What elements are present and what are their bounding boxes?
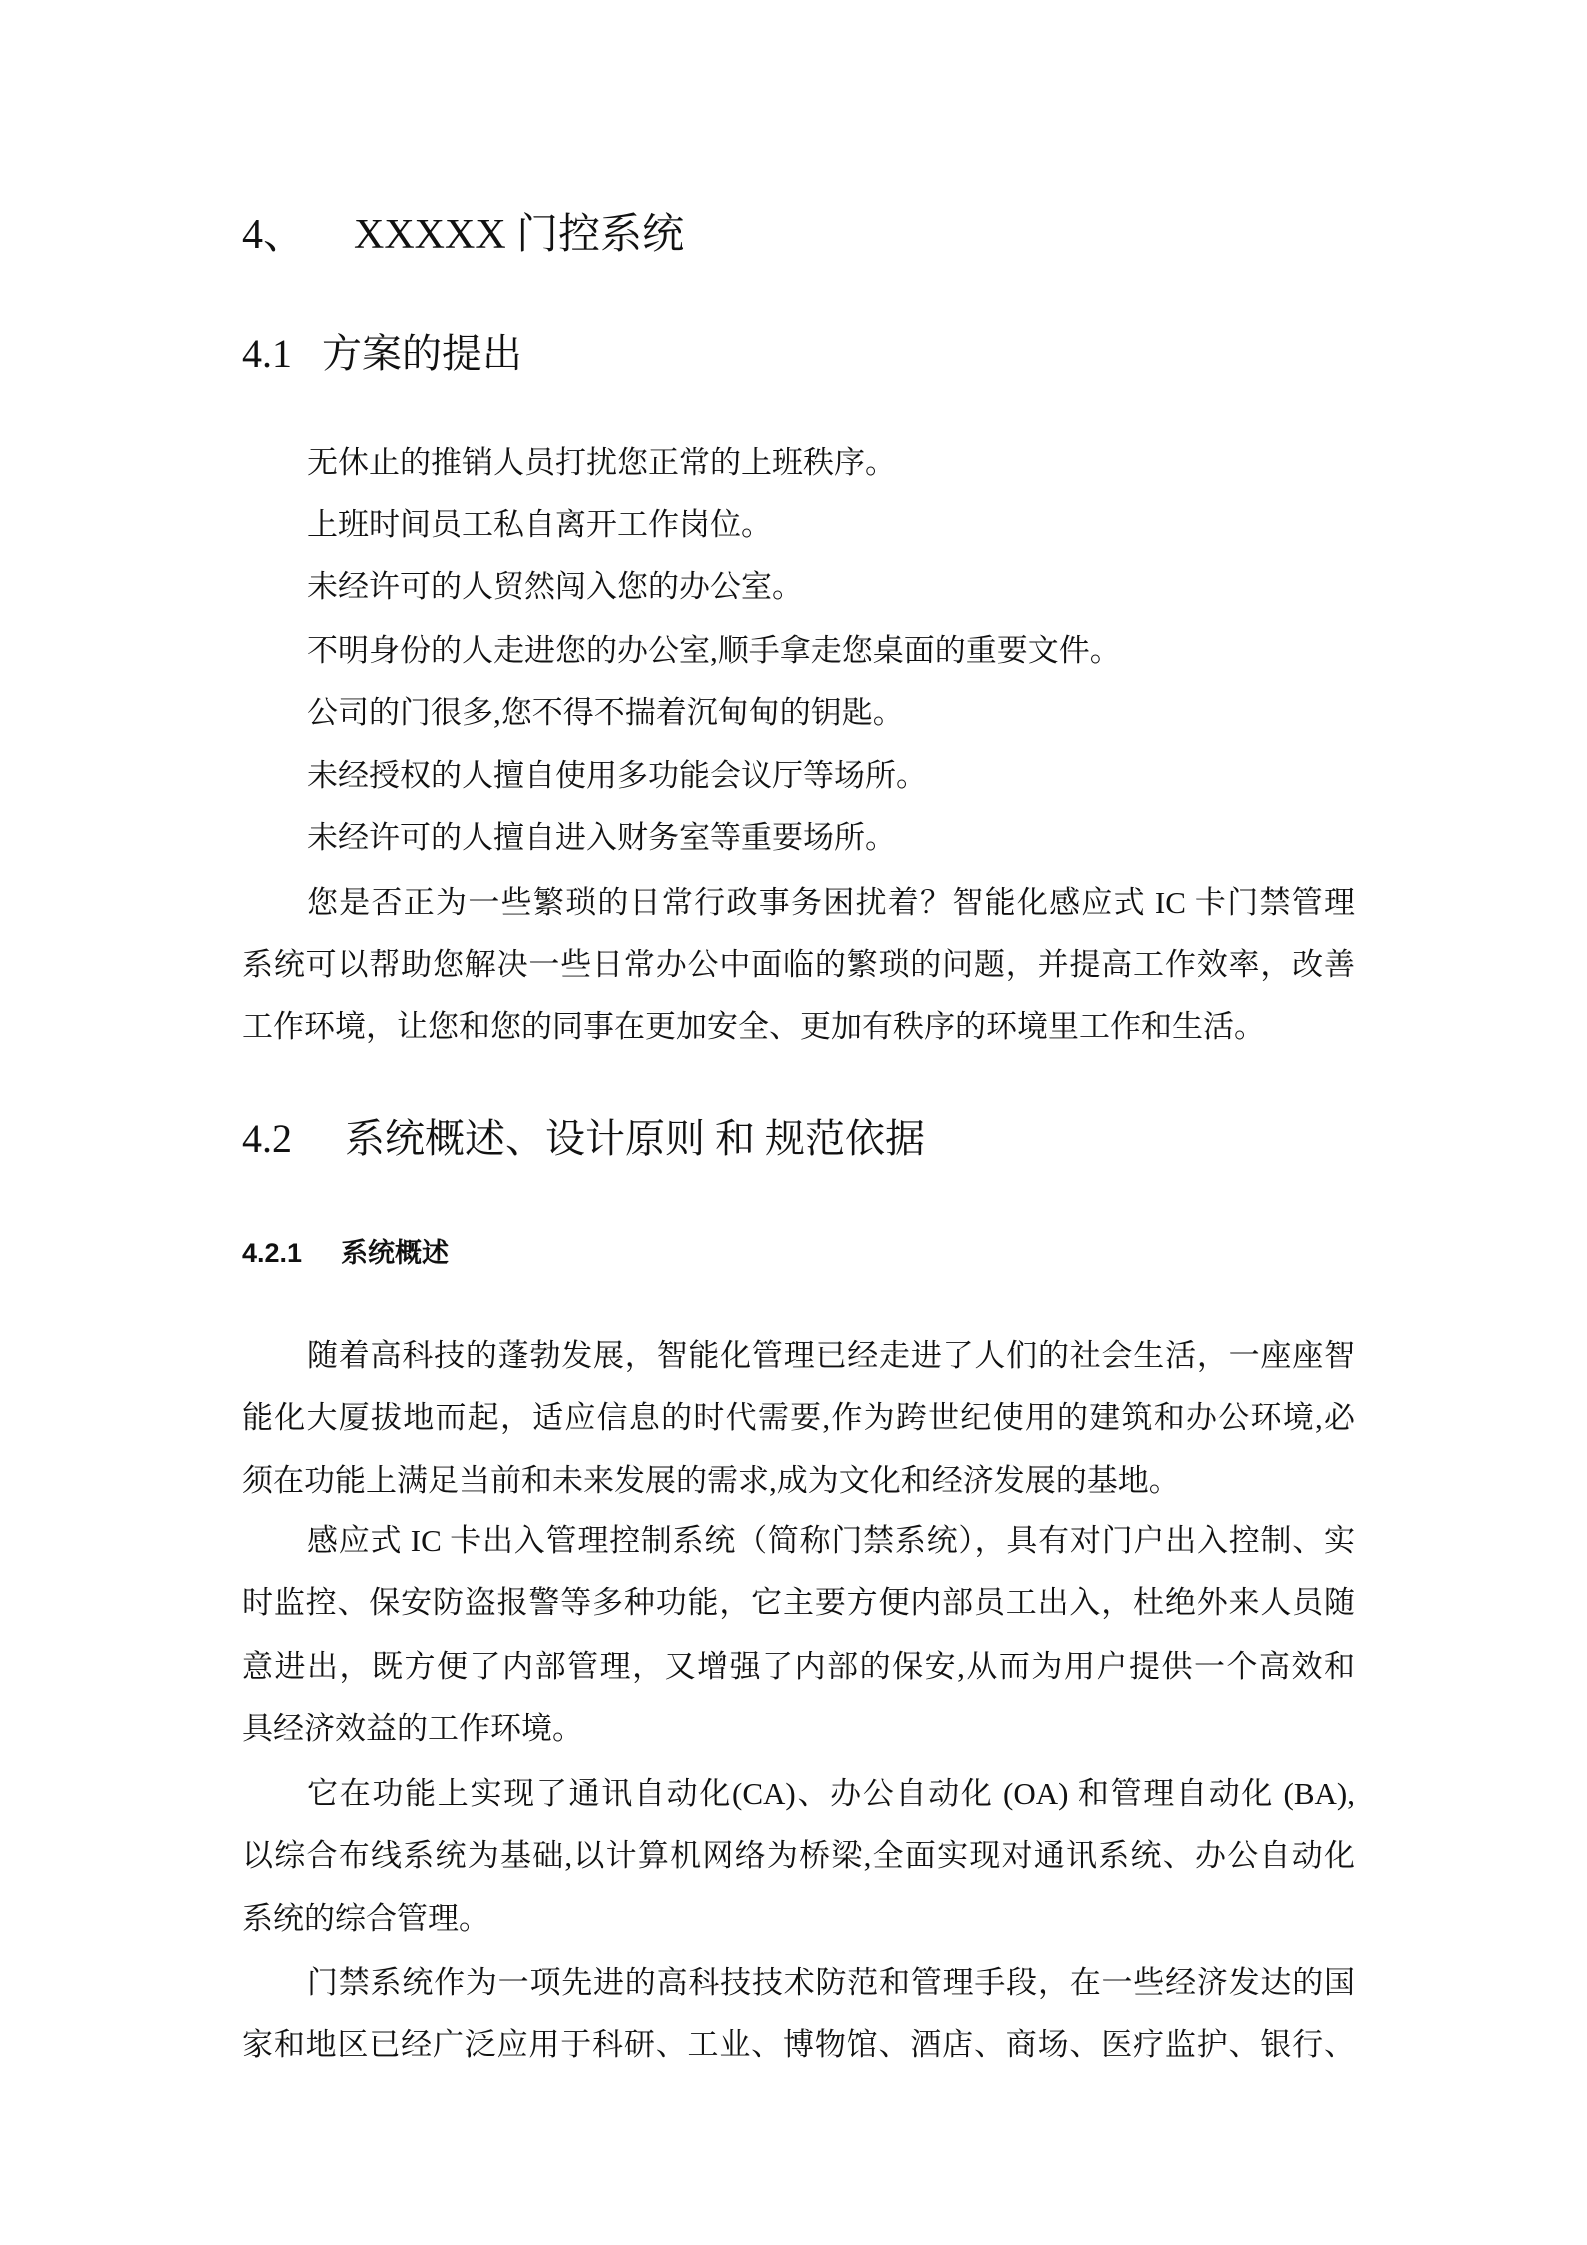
overview-paragraph-line: 它在功能上实现了通讯自动化(CA)、办公自动化 (OA) 和管理自动化 (BA), xyxy=(307,1776,1355,1811)
overview-paragraph-line: 家和地区已经广泛应用于科研、工业、博物馆、酒店、商场、医疗监护、银行、 xyxy=(242,2027,1355,2062)
problem-item: 未经授权的人擅自使用多功能会议厅等场所。 xyxy=(307,758,927,793)
overview-paragraph-line: 随着高科技的蓬勃发展，智能化管理已经走进了人们的社会生活，一座座智 xyxy=(307,1338,1355,1373)
overview-paragraph-line: 以综合布线系统为基础,以计算机网络为桥梁,全面实现对通讯系统、办公自动化 xyxy=(242,1838,1355,1873)
overview-paragraph-line: 意进出，既方便了内部管理，又增强了内部的保安,从而为用户提供一个高效和 xyxy=(242,1649,1355,1684)
overview-paragraph-line: 感应式 IC 卡出入管理控制系统（简称门禁系统），具有对门户出入控制、实 xyxy=(307,1523,1355,1558)
overview-paragraph-line: 门禁系统作为一项先进的高科技技术防范和管理手段，在一些经济发达的国 xyxy=(307,1965,1355,2000)
heading-title: XXXXX 门控系统 xyxy=(354,212,685,258)
problem-item: 不明身份的人走进您的办公室,顺手拿走您桌面的重要文件。 xyxy=(307,633,1121,668)
overview-paragraph-line: 须在功能上满足当前和未来发展的需求,成为文化和经济发展的基地。 xyxy=(242,1463,1180,1498)
problem-item: 上班时间员工私自离开工作岗位。 xyxy=(307,507,772,542)
intro-paragraph-line: 工作环境，让您和您的同事在更加安全、更加有秩序的环境里工作和生活。 xyxy=(242,1009,1265,1044)
intro-paragraph-line: 系统可以帮助您解决一些日常办公中面临的繁琐的问题，并提高工作效率，改善 xyxy=(242,947,1355,982)
overview-paragraph-line: 时监控、保安防盗报警等多种功能，它主要方便内部员工出入，杜绝外来人员随 xyxy=(242,1585,1355,1620)
intro-paragraph-line: 您是否正为一些繁琐的日常行政事务困扰着？智能化感应式 IC 卡门禁管理 xyxy=(307,885,1355,920)
heading-title: 方案的提出 xyxy=(322,331,522,376)
heading-4-1 xyxy=(242,323,1355,385)
problem-item: 公司的门很多,您不得不揣着沉甸甸的钥匙。 xyxy=(307,695,904,730)
problem-item: 未经许可的人贸然闯入您的办公室。 xyxy=(307,569,803,604)
heading-title: 系统概述、设计原则 和 规范依据 xyxy=(345,1116,925,1161)
heading-4-2 xyxy=(242,1108,1355,1170)
overview-paragraph-line: 系统的综合管理。 xyxy=(242,1901,490,1936)
problem-item: 无休止的推销人员打扰您正常的上班秩序。 xyxy=(307,445,896,480)
overview-paragraph-line: 能化大厦拔地而起，适应信息的时代需要,作为跨世纪使用的建筑和办公环境,必 xyxy=(242,1400,1355,1435)
heading-number: 4.1 xyxy=(242,331,292,376)
heading-number: 4、 xyxy=(242,212,306,258)
problem-item: 未经许可的人擅自进入财务室等重要场所。 xyxy=(307,820,896,855)
heading-number: 4.2.1 xyxy=(242,1238,303,1268)
heading-title: 系统概述 xyxy=(341,1238,449,1268)
overview-paragraph-line: 具经济效益的工作环境。 xyxy=(242,1711,583,1746)
heading-4 xyxy=(242,204,1355,266)
heading-number: 4.2 xyxy=(242,1116,292,1161)
heading-4-2-1 xyxy=(242,1222,1355,1284)
